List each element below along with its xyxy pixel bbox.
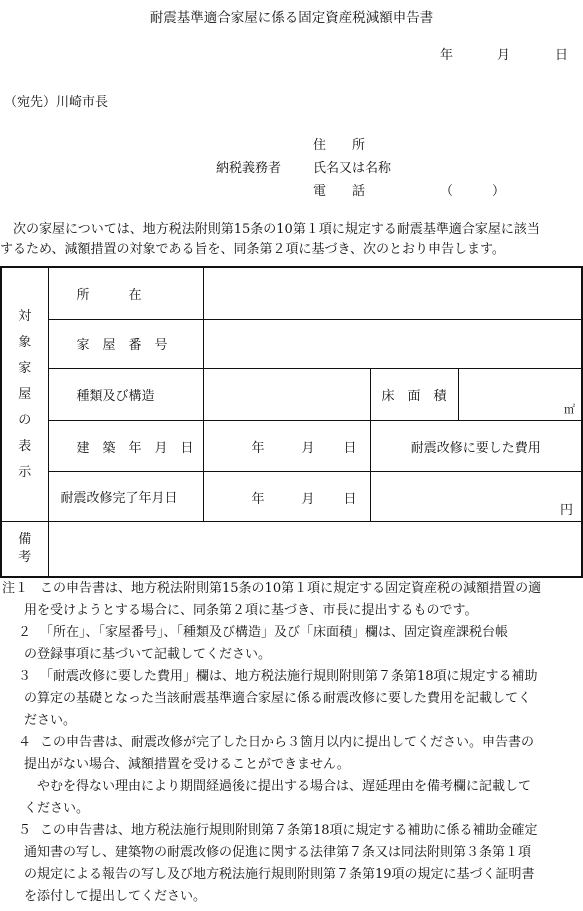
- type-structure-label-text: 種類及び構造: [76, 389, 155, 405]
- remarks-field[interactable]: [48, 522, 582, 577]
- location-label-text: 所 在: [76, 287, 142, 303]
- note-item: [0, 820, 583, 908]
- location-field[interactable]: [203, 267, 582, 319]
- note-number: ２: [18, 625, 32, 640]
- floor-area-field[interactable]: [458, 369, 582, 421]
- completion-date-label: [48, 471, 203, 521]
- note-line: の登録事項に基づいて記載してください。: [24, 647, 272, 662]
- note-line: この申告書は、地方税法附則第15条の10第１項に規定する固定資産税の減額措置の適: [40, 581, 542, 596]
- completion-day: 日: [343, 491, 357, 507]
- note-item: [0, 732, 583, 820]
- floor-area-unit: ㎡: [564, 403, 575, 417]
- house-number-label-text: 家 屋 番 号: [76, 338, 168, 354]
- phone-label: 電 話: [313, 184, 366, 199]
- note-number: ５: [18, 823, 32, 838]
- page-title: 耐震基準適合家屋に係る固定資産税減額申告書: [149, 10, 434, 26]
- built-day: 日: [343, 441, 357, 457]
- note-line: 用を受けようとする場合に、同条第２項に基づき、市長に提出するものです。: [24, 603, 478, 618]
- built-month: 月: [301, 441, 315, 457]
- type-structure-field[interactable]: [203, 369, 370, 421]
- remarks-char: 備: [18, 532, 32, 548]
- side-char: 表: [18, 438, 32, 454]
- location-label: [48, 267, 203, 319]
- side-char: 屋: [18, 386, 32, 402]
- note-number: ３: [18, 669, 32, 684]
- note-line: の算定の基礎となった当該耐震基準適合家屋に係る耐震改修に要した費用を記載してく: [24, 691, 532, 706]
- property-side-label: [1, 267, 48, 522]
- built-date-field[interactable]: [203, 421, 370, 471]
- side-char: 対: [18, 308, 32, 324]
- intro-text: [0, 220, 583, 260]
- note-item: [0, 666, 583, 732]
- address-label: 住 所: [313, 138, 366, 153]
- completion-month: 月: [301, 491, 315, 507]
- note-line: 提出がない場合、減額措置を受けることができません。: [24, 757, 350, 772]
- note-line: 「所在」、「家屋番号」、「種類及び構造」及び「床面積」欄は、固定資産課税台帳: [40, 625, 509, 640]
- built-date-label: [48, 421, 203, 471]
- date-year: 年: [440, 48, 454, 63]
- side-char: 家: [18, 360, 32, 376]
- note-line: この申告書は、地方税法施行規則附則第７条第18項に規定する補助に係る補助金確定: [40, 823, 538, 838]
- remarks-char: 考: [18, 550, 32, 566]
- note-line: やむを得ない理由により期間経過後に提出する場合は、遅延理由を備考欄に記載して: [24, 779, 532, 794]
- floor-area-label: [370, 369, 458, 421]
- taxpayer-role: 納税義務者: [216, 161, 282, 176]
- note-number: ４: [18, 735, 32, 750]
- date-month: 月: [497, 48, 511, 63]
- completion-date-label-text: 耐震改修完了年月日: [60, 490, 178, 506]
- cost-label: [370, 421, 582, 471]
- property-table: [0, 266, 583, 578]
- side-char: 象: [18, 334, 32, 350]
- name-label: 氏名又は名称: [313, 161, 392, 176]
- remarks-label: [1, 522, 48, 577]
- note-line: 通知書の写し、建築物の耐震改修の促進に関する法律第７条又は同法附則第３条第１項: [24, 845, 532, 860]
- house-number-label: [48, 319, 203, 368]
- note-line: 「耐震改修に要した費用」欄は、地方税法施行規則附則第７条第18項に規定する補助: [40, 669, 538, 684]
- note-line: ください。: [24, 801, 90, 816]
- completion-date-field[interactable]: [203, 471, 370, 521]
- phone-paren: （ ）: [440, 184, 506, 199]
- note-line: この申告書は、耐震改修が完了した日から３箇月以内に提出してください。申告書の: [40, 735, 535, 750]
- cost-unit: 円: [559, 503, 573, 519]
- side-char: 示: [18, 464, 32, 480]
- note-number: 注１: [2, 581, 29, 596]
- addressee: （宛先）川崎市長: [4, 95, 109, 110]
- completion-year: 年: [251, 491, 265, 507]
- cost-field[interactable]: [370, 471, 582, 521]
- note-line: の規定による報告の写し及び地方税法施行規則附則第７条第19項の規定に基づく証明書: [24, 867, 535, 882]
- date-day: 日: [555, 48, 569, 63]
- note-line: を添付して提出してください。: [24, 889, 207, 904]
- house-number-field[interactable]: [203, 319, 582, 368]
- built-year: 年: [251, 441, 265, 457]
- note-line: ださい。: [24, 713, 77, 728]
- note-item: [0, 578, 583, 622]
- intro-line: 次の家屋については、地方税法附則第15条の10第１項に規定する耐震基準適合家屋に該当: [0, 222, 540, 237]
- built-date-label-text: 建 築 年 月 日: [76, 440, 194, 456]
- notes-section: [0, 578, 583, 908]
- cost-label-text: 耐震改修に要した費用: [410, 440, 541, 456]
- side-char: の: [18, 412, 32, 428]
- floor-area-label-text: 床 面 積: [381, 389, 447, 405]
- note-item: [0, 622, 583, 666]
- intro-line: するため、減額措置の対象である旨を、同条第２項に基づき、次のとおり申告します。: [0, 242, 505, 257]
- type-structure-label: [48, 369, 203, 421]
